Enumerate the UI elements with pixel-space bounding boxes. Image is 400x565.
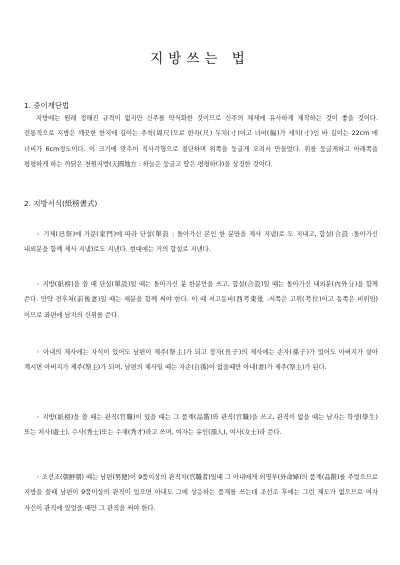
section-heading-2: 2. 지방서식(紙榜書式) [24, 199, 98, 208]
section-2-paragraph-4: ◦ 지방(紙榜)을 쓸 때는 관직(官職)이 있을 때는 그 품계(品階)와 관직(官職)을 쓰고, 관직이 없을 때는 남자는 학생(學生) 또는 처사(處士), 수사(秀士)또는 수재(秀才)라고 쓰며, 여자는 유인(孺人), 여사(女士)라 쓴다. [24, 414, 378, 437]
section-2-paragraph-3: ◦ 아내의 제사에는 자식이 있어도 남편이 제주(祭主)가 되고 장자(長子)의 제사에는 손자(孫子)가 있어도 아버지가 살아 계시면 아버지가 제주(祭主)가 되며, 남편의 제사일 때는 자손(自孫)이 없을때만 아내(妻)가 제주(祭主)가 된다. [24, 349, 378, 372]
section-2-paragraph-1: ◦ 기제(忌祭)에 가문(家門)에 따라 단설(單設 : 돌아가신 본인 한 분만을 제사 지냄)로 도 지내고, 합설(合設 :돌아가신 내외분을 함께 제사 지냄)로도 지낸다. 현대에는 거의 합설로 지낸다. [24, 231, 378, 254]
section-heading-1: 1. 중이재단법 [24, 101, 70, 110]
section-1-paragraph: 지방에는 원래 정해진 규격이 없지만 신주를 약식화한 것이므로 신주의 체제에 유사하게 제작하는 것이 좋을 것이다. 전통적으로 지방은 깨끗한 한지에 길이는 주척(周尺)으로 한자(尺) 두치(寸)이고 너비(幅)가 세치(寸)인 바 길이는 22cm 에 너비가 6cm정도이다. 이 크기에 맞추어 직사각형으로 절단하며 위쪽을 둥글게 오려서 만들었다. 위를 둥글게하고 아래쪽을 평평하게 하는 까닭은 천원지방(天圓地方 : 하늘은 둥글고 땅은 평평하다)을 상징한 것이다. [24, 115, 378, 169]
section-2-paragraph-5: ◦ 조선조(朝鮮朝) 때는 남편(男便)이 9품이상의 관직자(官職者)일때 그 아내에게 외명부(外命婦)의 품계(品階)를 주었으므로 지방을 쓸때 남편이 9품이상의 관직이 있으면 아내도 그에 상응하는 품계를 쓰는데 조선조 후에는 그런 제도가 없으므로 여자 자신이 관직에 있었을 때만 그 관직을 써야 한다. [24, 474, 378, 512]
page-title: 지방쓰는 법 [150, 51, 250, 67]
section-2-paragraph-2: ◦ 지방(紙榜)을 쓸 때 단설(單設)일 때는 돌아가신 분 한분만을 쓰고, 합설(合設)일 때는 돌아가신 내외분(內外分)을 함께 쓴다. 만약 전후처(前後妻)일 때는 세분을 함께 써야 한다. 이 때 서고동비(西考東妣 :서쪽은 고위(考位)이고 동쪽은 비위임)이므로 좌편에 남자의 신위를 쓴다. [24, 281, 378, 319]
